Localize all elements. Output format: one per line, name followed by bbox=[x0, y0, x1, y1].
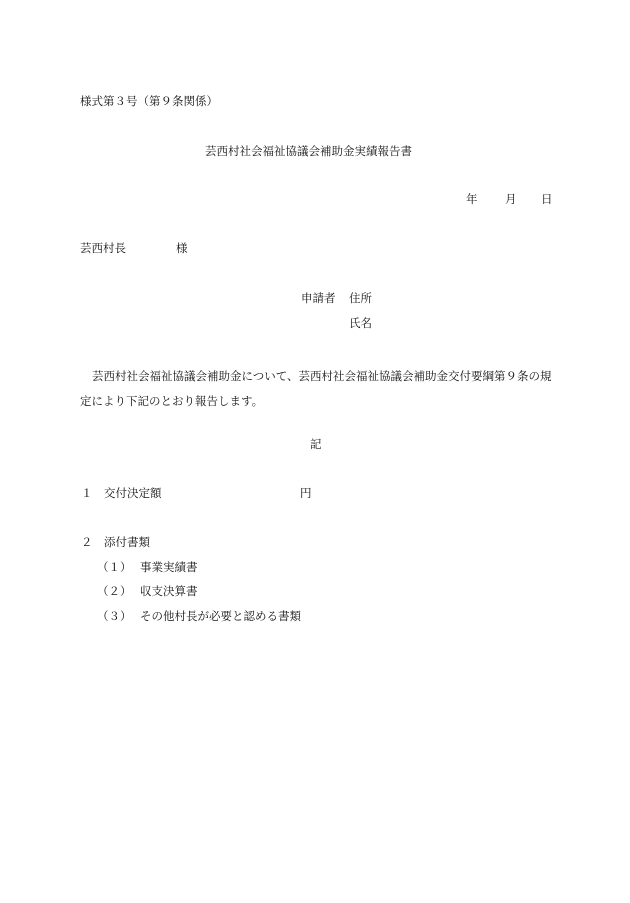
form-number: 様式第３号（第９条関係） bbox=[80, 94, 218, 108]
addressee-name: 芸西村長 bbox=[80, 241, 126, 255]
date-year-label: 年 bbox=[466, 192, 478, 206]
attachment-3-number: （３） bbox=[97, 609, 132, 623]
attachment-2-label: 収支決算書 bbox=[140, 584, 198, 598]
applicant-name-label: 氏名 bbox=[349, 316, 372, 330]
item-1-label: 交付決定額 bbox=[104, 486, 162, 500]
applicant-label: 申請者 bbox=[301, 291, 336, 305]
item-2-number: ２ bbox=[81, 535, 93, 549]
addressee-honorific: 様 bbox=[176, 241, 188, 255]
date-month-label: 月 bbox=[505, 192, 517, 206]
item-2-label: 添付書類 bbox=[104, 535, 150, 549]
date-day-label: 日 bbox=[541, 192, 553, 206]
attachment-2-number: （２） bbox=[97, 584, 132, 598]
attachment-1-label: 事業実績書 bbox=[140, 560, 198, 574]
item-1-unit: 円 bbox=[300, 486, 312, 500]
ki-heading: 記 bbox=[310, 437, 322, 451]
applicant-address-label: 住所 bbox=[349, 291, 372, 305]
report-body-text: 芸西村社会福祉協議会補助金について、芸西村社会福祉協議会補助金交付要綱第９条の規定により下記のとおり報告します。 bbox=[80, 369, 552, 408]
document-title: 芸西村社会福祉協議会補助金実績報告書 bbox=[205, 144, 412, 158]
item-1-number: １ bbox=[81, 486, 93, 500]
attachment-1-number: （１） bbox=[97, 560, 132, 574]
attachment-3-label: その他村長が必要と認める書類 bbox=[140, 609, 301, 623]
